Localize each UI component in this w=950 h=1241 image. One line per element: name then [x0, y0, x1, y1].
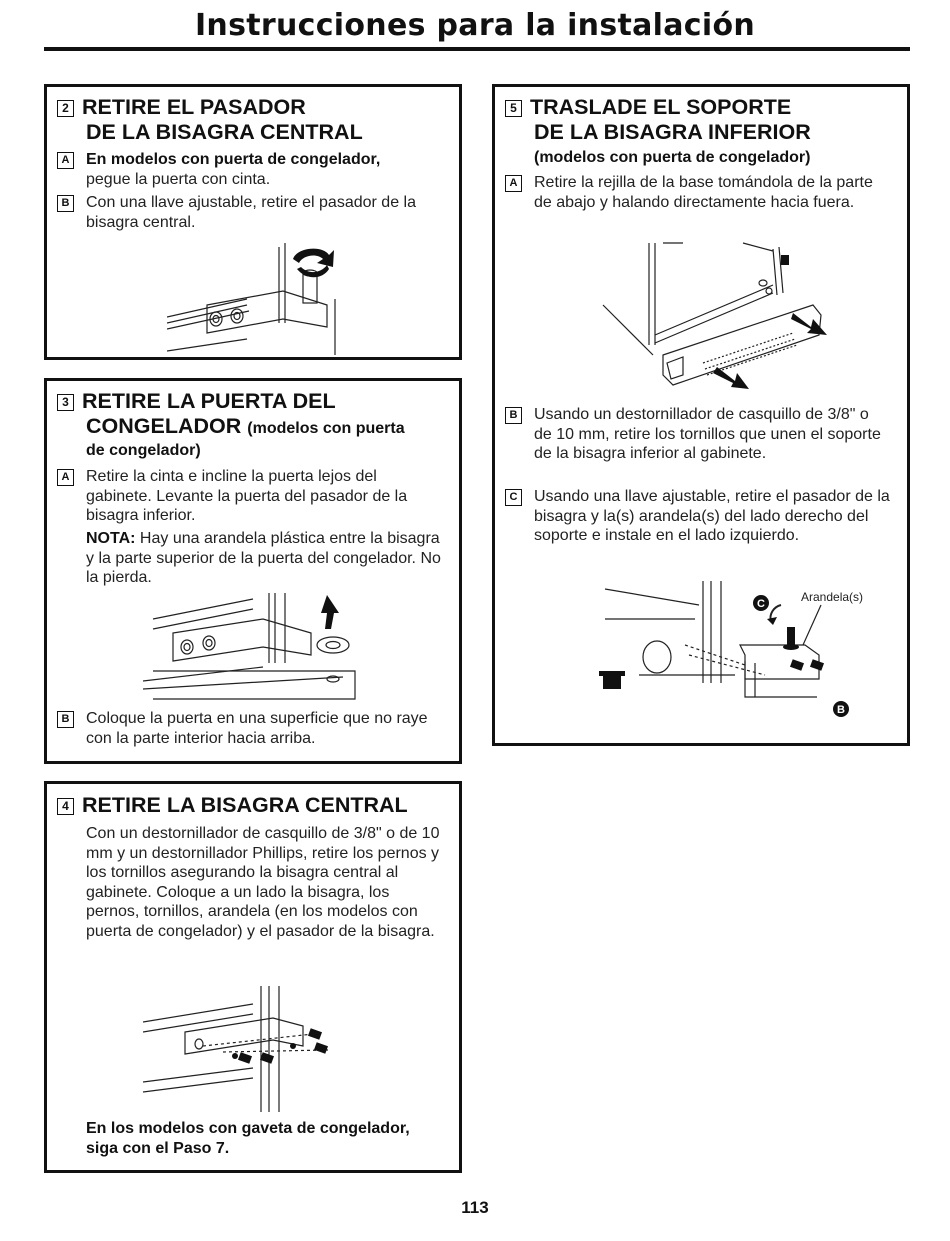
step-3-item-a — [57, 467, 443, 526]
step-4-text: Con un destornillador de casquillo de 3/8" o de 10 mm y un destornillador Phillips, retire los pernos y los tornillos asegurando la bisagra central al gabinete. Coloque a un lado la bisagra, los pernos, tornillos, arandela (en los modelos con puerta de congelador) y el pasador de la bisagra. — [86, 825, 440, 940]
step-3-a-text: Retire la cinta e incline la puerta lejos del gabinete. Levante la puerta del pasador de la bisagra inferior. — [86, 468, 408, 524]
step-2-a-text: pegue la puerta con cinta. — [86, 170, 271, 188]
page-number: 113 — [461, 1198, 489, 1217]
step-4-panel — [44, 781, 462, 1173]
step-5-item-b — [505, 405, 891, 464]
step-3-title-line1: RETIRE LA PUERTA DEL — [82, 389, 336, 413]
step-5-label-b: B — [505, 407, 522, 424]
step-2-title-line2: DE LA BISAGRA CENTRAL — [86, 120, 363, 144]
step-3-heading — [57, 389, 405, 441]
step-5-label-a: A — [505, 175, 522, 192]
step-3-title-line2: CONGELADOR — [86, 414, 242, 438]
step-2-heading — [57, 95, 363, 145]
page-title: Instrucciones para la instalación — [194, 8, 756, 43]
step-4-title: RETIRE LA BISAGRA CENTRAL — [82, 793, 408, 817]
step-4-heading — [57, 793, 408, 818]
step-5-panel — [492, 84, 910, 746]
step-4-footer: En los modelos con gaveta de congelador, siga con el Paso 7. — [86, 1120, 410, 1157]
step-3-subtitle: de congelador) — [86, 442, 201, 459]
step-3-b-text: Coloque la puerta en una superficie que no raye con la parte interior hacia arriba. — [86, 710, 428, 747]
step-2-item-b — [57, 193, 443, 232]
step-3-title-small: (modelos con puerta — [247, 420, 405, 437]
hinge-bracket-illustration — [595, 575, 885, 725]
step-5-title-line2: DE LA BISAGRA INFERIOR — [534, 120, 811, 144]
step-3-label-a: A — [57, 469, 74, 486]
step-3-note-text: Hay una arandela plástica entre la bisagra y la parte superior de la puerta del congelador. No la pierda. — [86, 530, 441, 586]
center-hinge-pin-illustration — [167, 239, 367, 357]
step-3-label-b: B — [57, 711, 74, 728]
base-grille-removal-illustration — [593, 235, 843, 395]
step-5-b-text: Usando un destornillador de casquillo de 3/8" o de 10 mm, retire los tornillos que unen el soporte de la bisagra inferior al gabinete. — [534, 406, 881, 462]
title-rule — [44, 47, 910, 51]
step-5-c-text: Usando una llave ajustable, retire el pasador de la bisagra y la(s) arandela(s) del lado derecho del soporte e instale en el lado izquierdo. — [534, 488, 890, 544]
step-2-label-a: A — [57, 152, 74, 169]
step-3-panel — [44, 378, 462, 764]
center-hinge-removal-illustration — [143, 982, 363, 1112]
step-5-subtitle: (modelos con puerta de congelador) — [534, 149, 811, 166]
freezer-door-removal-illustration — [143, 589, 373, 707]
step-5-heading — [505, 95, 811, 145]
step-4-number: 4 — [57, 798, 74, 815]
step-2-number: 2 — [57, 100, 74, 117]
step-5-a-text: Retire la rejilla de la base tomándola de la parte de abajo y halando directamente hacia fuera. — [534, 174, 873, 211]
step-2-title-line1: RETIRE EL PASADOR — [82, 95, 306, 119]
step-2-a-lead: En modelos con puerta de congelador, — [86, 151, 381, 168]
step-2-panel — [44, 84, 462, 360]
step-2-item-a — [57, 150, 443, 189]
callout-b-text: B — [837, 704, 845, 716]
step-5-label-c: C — [505, 489, 522, 506]
step-5-item-a — [505, 173, 891, 212]
step-2-b-text: Con una llave ajustable, retire el pasador de la bisagra central. — [86, 194, 416, 231]
step-5-number: 5 — [505, 100, 522, 117]
step-5-item-c — [505, 487, 891, 546]
step-3-item-b — [57, 709, 443, 748]
step-2-label-b: B — [57, 195, 74, 212]
step-3-note-label: NOTA: — [86, 530, 136, 547]
washer-callout-label: Arandela(s) — [801, 590, 864, 604]
step-5-title-line1: TRASLADE EL SOPORTE — [530, 95, 792, 119]
step-3-number: 3 — [57, 394, 74, 411]
step-3-note — [86, 529, 443, 588]
callout-c-text: C — [757, 598, 765, 610]
